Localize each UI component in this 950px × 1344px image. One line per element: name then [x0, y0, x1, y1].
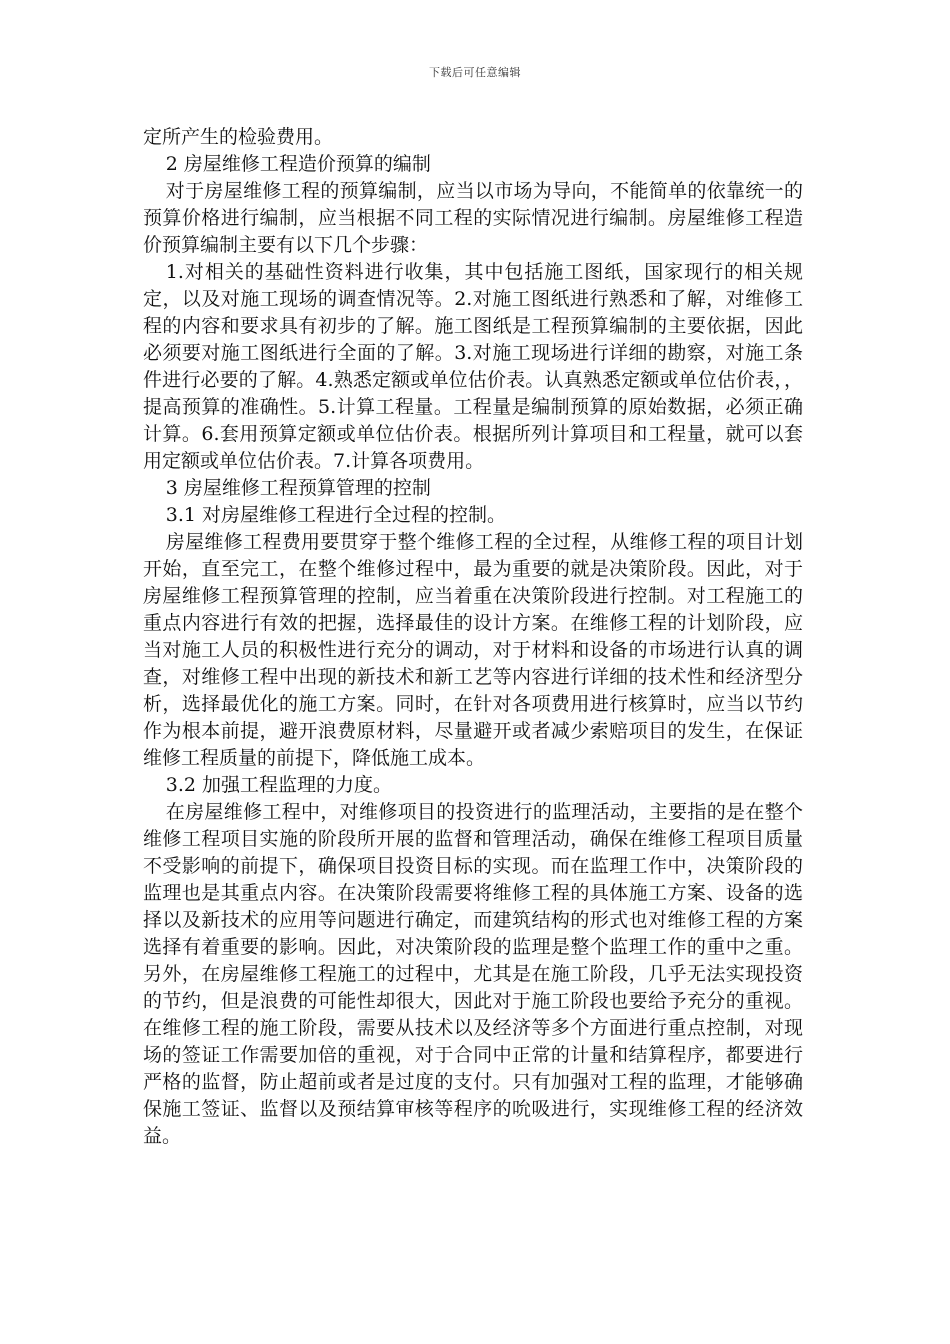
paragraph-continuation: 定所产生的检验费用。: [143, 126, 334, 148]
subsection-heading-3-1: 3.1 对房屋维修工程进行全过程的控制。: [165, 504, 507, 526]
section-heading-2: 2 房屋维修工程造价预算的编制: [165, 153, 431, 175]
paragraph: 在房屋维修工程中，对维修项目的投资进行的监理活动，主要指的是在整个维修工程项目实施的阶段所开展的监督和管理活动，确保在维修工程项目质量不受影响的前提下，确保项目投资目标的实现。而在监理工作中，决策阶段的监理也是其重点内容。在决策阶段需要将维修工程的具体施工方案、设备的选择以及新技术的应用等问题进行确定，而建筑结构的形式也对维修工程的方案选择有着重要的影响。因此，对决策阶段的监理是整个监理工作的重中之重。另外，在房屋维修工程施工的过程中，尤其是在施工阶段，几乎无法实现投资的节约，但是浪费的可能性却很大，因此对于施工阶段也要给予充分的重视。在维修工程的施工阶段，需要从技术以及经济等多个方面进行重点控制，对现场的签证工作需要加倍的重视，对于合同中正常的计量和结算程序，都要进行严格的监督，防止超前或者是过度的支付。只有加强对工程的监理，才能够确保施工签证、监督以及预结算审核等程序的吮吸进行，实现维修工程的经济效益。: [143, 801, 803, 1147]
paragraph: 房屋维修工程费用要贯穿于整个维修工程的全过程，从维修工程的项目计划开始，直至完工，在整个维修过程中，最为重要的就是决策阶段。因此，对于房屋维修工程预算管理的控制，应当着重在决策阶段进行控制。对工程施工的重点内容进行有效的把握，选择最佳的设计方案。在维修工程的计划阶段，应当对施工人员的积极性进行充分的调动，对于材料和设备的市场进行认真的调查，对维修工程中出现的新技术和新工艺等内容进行详细的技术性和经济型分析，选择最优化的施工方案。同时，在针对各项费用进行核算时，应当以节约作为根本前提，避开浪费原材料，尽量避开或者减少索赔项目的发生，在保证维修工程质量的前提下，降低施工成本。: [143, 531, 803, 769]
document-body: [143, 124, 803, 1150]
paragraph: 对于房屋维修工程的预算编制，应当以市场为导向，不能简单的依靠统一的预算价格进行编制，应当根据不同工程的实际情况进行编制。房屋维修工程造价预算编制主要有以下几个步骤：: [143, 180, 803, 256]
subsection-heading-3-2: 3.2 加强工程监理的力度。: [165, 774, 393, 796]
section-heading-3: 3 房屋维修工程预算管理的控制: [165, 477, 431, 499]
page-header: 下载后可任意编辑: [429, 66, 521, 79]
paragraph-steps: 1.对相关的基础性资料进行收集，其中包括施工图纸，国家现行的相关规定，以及对施工现场的调查情况等。2.对施工图纸进行熟悉和了解，对维修工程的内容和要求具有初步的了解。施工图纸是工程预算编制的主要依据，因此必须要对施工图纸进行全面的了解。3.对施工现场进行详细的勘察，对施工条件进行必要的了解。4.熟悉定额或单位估价表。认真熟悉定额或单位估价表，，提高预算的准确性。5.计算工程量。工程量是编制预算的原始数据，必须正确计算。6.套用预算定额或单位估价表。根据所列计算项目和工程量，就可以套用定额或单位估价表。7.计算各项费用。: [143, 261, 803, 472]
